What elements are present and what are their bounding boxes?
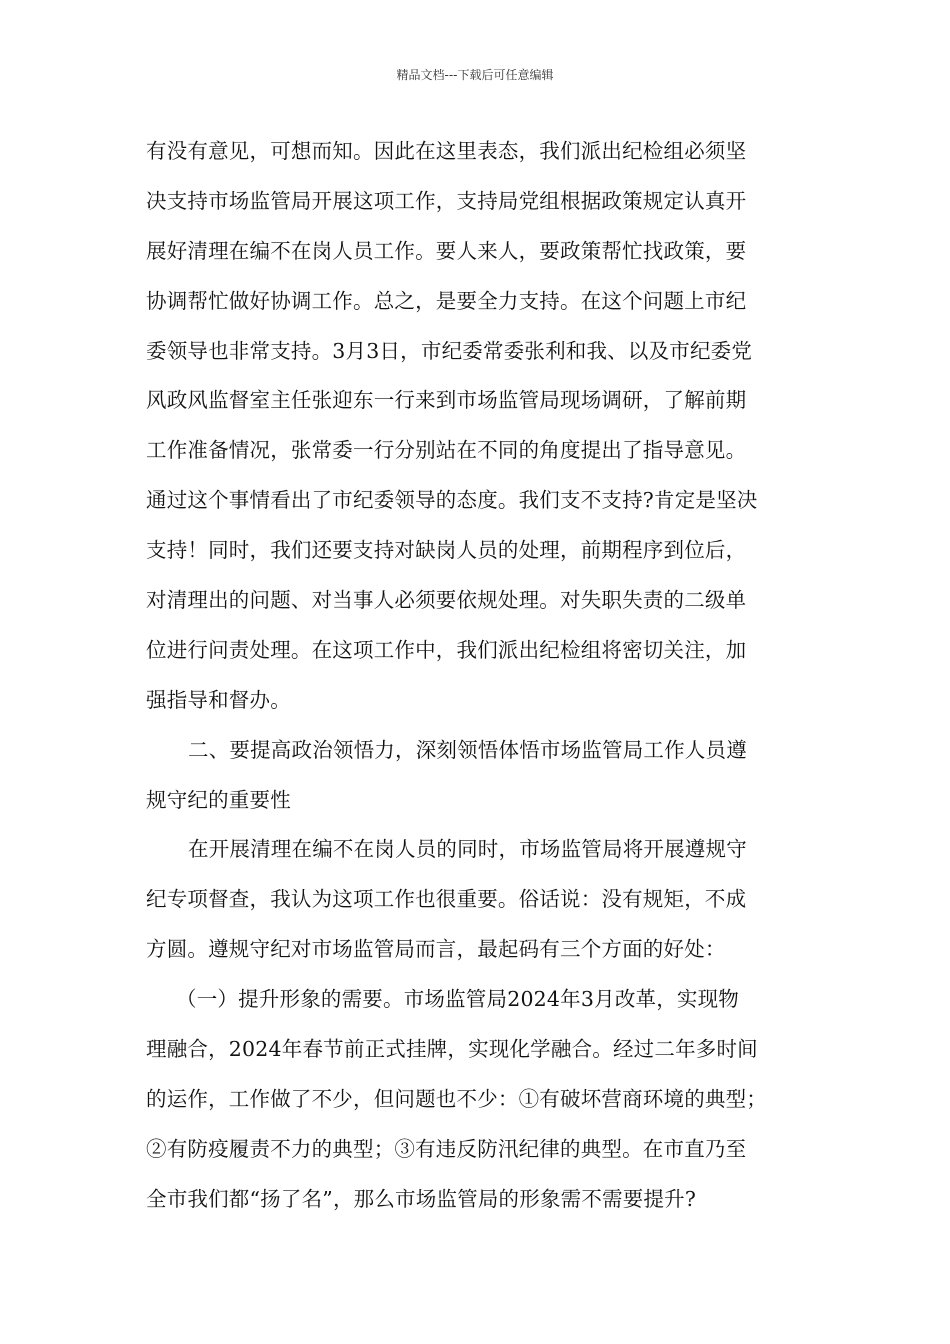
text-line: 委领导也非常支持。3月3日，市纪委常委张利和我、以及市纪委党 <box>146 338 753 363</box>
text-line: 协调帮忙做好协调工作。总之，是要全力支持。在这个问题上市纪 <box>146 288 747 313</box>
text-line: 全市我们都“扬了名”，那么市场监管局的形象需不需要提升? <box>146 1186 697 1211</box>
page-header: 精品文档---下载后可任意编辑 <box>396 68 554 82</box>
text-line: 强指导和督办。 <box>146 687 291 712</box>
section-heading-line: 二、要提高政治领悟力，深刻领悟体悟市场监管局工作人员遵 <box>188 737 747 762</box>
section-heading-line: 规守纪的重要性 <box>146 787 291 812</box>
text-line: 支持！同时，我们还要支持对缺岗人员的处理，前期程序到位后， <box>146 538 747 563</box>
text-line: 方圆。遵规守纪对市场监管局而言，最起码有三个方面的好处： <box>146 937 726 962</box>
text-line: 有没有意见，可想而知。因此在这里表态，我们派出纪检组必须坚 <box>146 139 747 163</box>
text-line: 的运作，工作做了不少，但问题也不少：①有破坏营商环境的典型； <box>146 1086 767 1111</box>
text-line: 工作准备情况，张常委一行分别站在不同的角度提出了指导意见。 <box>146 438 747 463</box>
text-line: 理融合，2024年春节前正式挂牌，实现化学融合。经过二年多时间 <box>146 1037 758 1062</box>
text-line: ②有防疫履责不力的典型；③有违反防汛纪律的典型。在市直乃至 <box>146 1136 747 1161</box>
text-line: 位进行问责处理。在这项工作中，我们派出纪检组将密切关注，加 <box>146 637 747 662</box>
text-line: 纪专项督查，我认为这项工作也很重要。俗话说：没有规矩，不成 <box>146 887 747 912</box>
text-line: 风政风监督室主任张迎东一行来到市场监管局现场调研，了解前期 <box>146 388 747 413</box>
subsection-line: （一）提升形象的需要。市场监管局2024年3月改革，实现物 <box>176 987 740 1012</box>
text-line: 决支持市场监管局开展这项工作，支持局党组根据政策规定认真开 <box>146 188 747 213</box>
document-body <box>146 127 806 1225</box>
text-line: 对清理出的问题、对当事人必须要依规处理。对失职失责的二级单 <box>146 588 747 613</box>
text-line: 在开展清理在编不在岗人员的同时，市场监管局将开展遵规守 <box>188 837 747 862</box>
text-line: 通过这个事情看出了市纪委领导的态度。我们支不支持?肯定是坚决 <box>146 488 758 513</box>
text-line: 展好清理在编不在岗人员工作。要人来人，要政策帮忙找政策，要 <box>146 238 747 263</box>
